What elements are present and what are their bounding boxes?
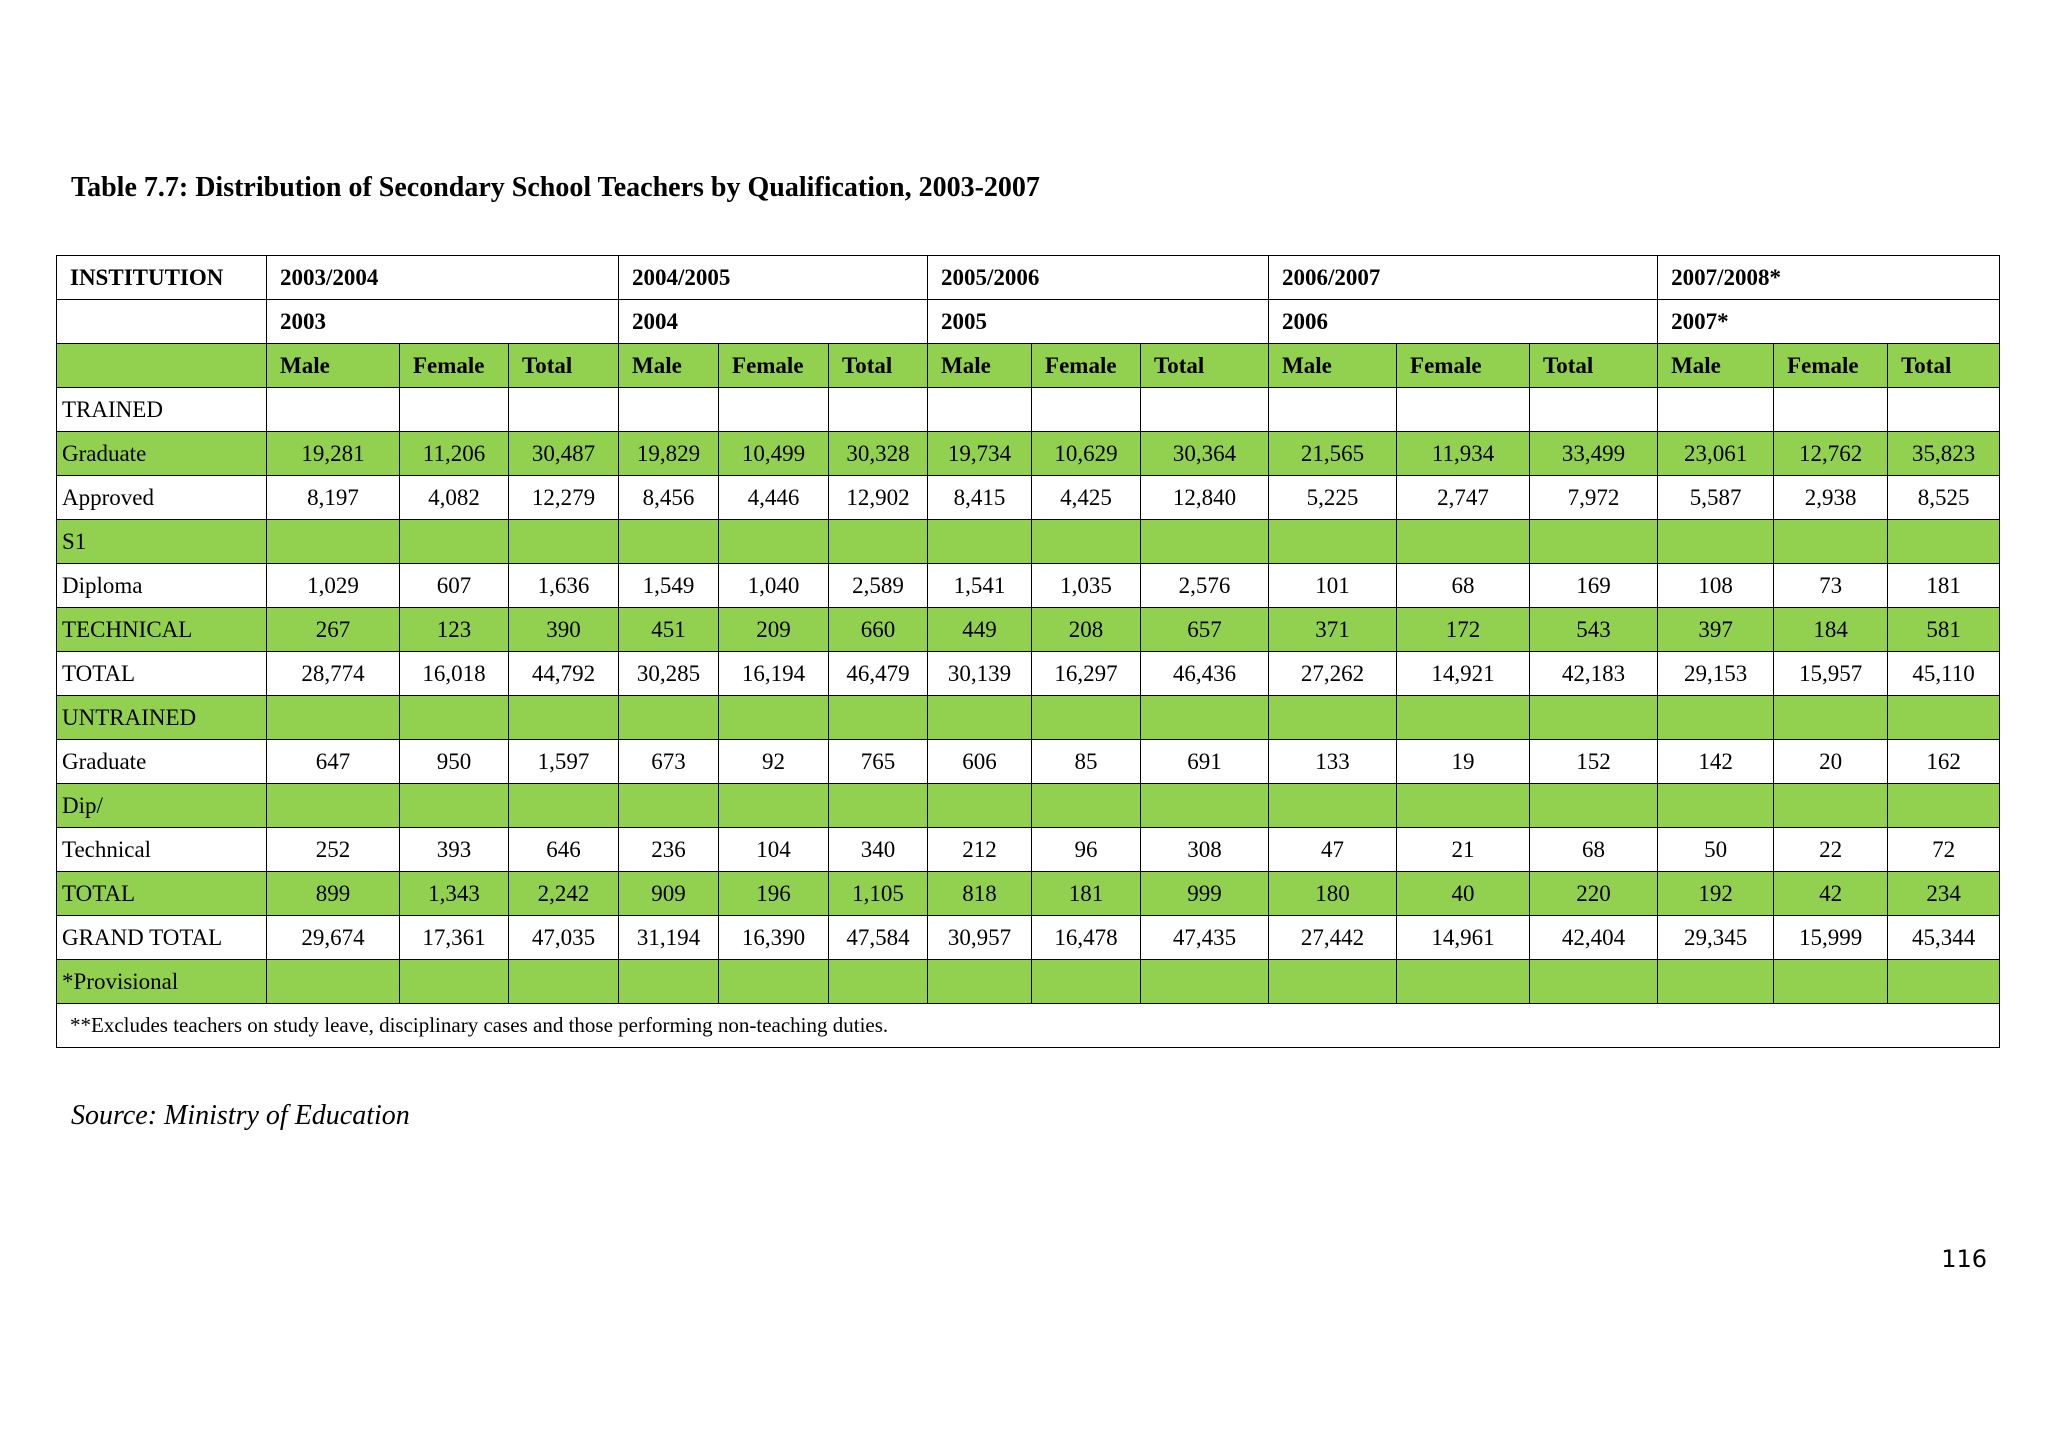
row-label: Technical [57, 828, 267, 872]
table-row [57, 960, 2000, 1004]
period-header: 2006/2007 [1269, 256, 1658, 300]
table-cell [1397, 784, 1530, 828]
row-label: Diploma [57, 564, 267, 608]
table-cell [1269, 960, 1397, 1004]
table-cell: 181 [1888, 564, 2000, 608]
row-label: TOTAL [57, 872, 267, 916]
table-cell: 30,328 [829, 432, 928, 476]
table-cell [829, 388, 928, 432]
row-label: S1 [57, 520, 267, 564]
table-cell [1774, 388, 1888, 432]
table-cell: 2,576 [1141, 564, 1269, 608]
table-cell: 11,934 [1397, 432, 1530, 476]
table-cell: 33,499 [1530, 432, 1658, 476]
table-cell [1888, 388, 2000, 432]
table-cell: 397 [1658, 608, 1774, 652]
table-cell: 220 [1530, 872, 1658, 916]
row-label: Graduate [57, 740, 267, 784]
male-header: Male [1269, 344, 1397, 388]
table-cell [1774, 960, 1888, 1004]
table-cell: 152 [1530, 740, 1658, 784]
table-cell [1888, 960, 2000, 1004]
total-header: Total [1888, 344, 2000, 388]
total-header: Total [1530, 344, 1658, 388]
header-row-years [57, 300, 2000, 344]
table-cell: 209 [719, 608, 829, 652]
table-cell [829, 784, 928, 828]
table-cell: 8,456 [619, 476, 719, 520]
total-header: Total [829, 344, 928, 388]
table-cell: 899 [267, 872, 400, 916]
table-cell: 2,747 [1397, 476, 1530, 520]
table-cell: 73 [1774, 564, 1888, 608]
table-cell [928, 696, 1032, 740]
period-header: 2003/2004 [267, 256, 619, 300]
table-cell: 691 [1141, 740, 1269, 784]
row-label: Dip/ [57, 784, 267, 828]
table-cell: 20 [1774, 740, 1888, 784]
table-cell: 29,674 [267, 916, 400, 960]
table-cell [928, 388, 1032, 432]
table-cell: 30,364 [1141, 432, 1269, 476]
table-cell [1774, 784, 1888, 828]
table-cell [1032, 696, 1141, 740]
table-row [57, 872, 2000, 916]
table-cell: 45,110 [1888, 652, 2000, 696]
table-cell: 10,629 [1032, 432, 1141, 476]
table-row [57, 608, 2000, 652]
table-cell [719, 388, 829, 432]
table-cell: 29,345 [1658, 916, 1774, 960]
table-cell [509, 520, 619, 564]
table-cell: 42,404 [1530, 916, 1658, 960]
table-cell: 96 [1032, 828, 1141, 872]
table-cell: 1,636 [509, 564, 619, 608]
table-cell: 4,425 [1032, 476, 1141, 520]
table-cell [619, 696, 719, 740]
table-cell [619, 784, 719, 828]
table-cell: 42,183 [1530, 652, 1658, 696]
table-cell [1397, 960, 1530, 1004]
table-cell: 16,194 [719, 652, 829, 696]
male-header: Male [1658, 344, 1774, 388]
table-cell: 30,139 [928, 652, 1032, 696]
table-cell [1141, 696, 1269, 740]
table-cell: 765 [829, 740, 928, 784]
table-cell: 390 [509, 608, 619, 652]
table-cell: 543 [1530, 608, 1658, 652]
table-cell [509, 696, 619, 740]
table-cell: 47,435 [1141, 916, 1269, 960]
table-cell: 7,972 [1530, 476, 1658, 520]
table-cell: 14,961 [1397, 916, 1530, 960]
source-note: Source: Ministry of Education [71, 1100, 410, 1131]
table-cell: 371 [1269, 608, 1397, 652]
table-cell: 42 [1774, 872, 1888, 916]
table-cell: 72 [1888, 828, 2000, 872]
table-cell: 2,242 [509, 872, 619, 916]
table-cell [1774, 696, 1888, 740]
female-header: Female [719, 344, 829, 388]
table-cell: 47,035 [509, 916, 619, 960]
table-row [57, 784, 2000, 828]
table-cell [1658, 784, 1774, 828]
table-cell [719, 696, 829, 740]
table-cell [1032, 520, 1141, 564]
year-header: 2003 [267, 300, 619, 344]
header-row-periods [57, 256, 2000, 300]
table-cell: 50 [1658, 828, 1774, 872]
table-cell: 181 [1032, 872, 1141, 916]
table-cell [719, 520, 829, 564]
footnote-row [57, 1004, 2000, 1048]
empty-header-cell [57, 300, 267, 344]
table-cell [1530, 784, 1658, 828]
table-cell: 818 [928, 872, 1032, 916]
table-cell: 142 [1658, 740, 1774, 784]
female-header: Female [1032, 344, 1141, 388]
table-cell [1397, 696, 1530, 740]
table-cell: 27,442 [1269, 916, 1397, 960]
table-cell: 607 [400, 564, 509, 608]
table-cell [1141, 784, 1269, 828]
table-cell [1032, 784, 1141, 828]
table-cell: 11,206 [400, 432, 509, 476]
table-cell: 14,921 [1397, 652, 1530, 696]
table-cell: 196 [719, 872, 829, 916]
table-cell [1397, 388, 1530, 432]
table-cell [1141, 960, 1269, 1004]
table-cell [400, 388, 509, 432]
table-row [57, 432, 2000, 476]
table-cell: 2,938 [1774, 476, 1888, 520]
table-cell [1397, 520, 1530, 564]
table-cell: 192 [1658, 872, 1774, 916]
table-cell [400, 520, 509, 564]
table-cell [1888, 784, 2000, 828]
table-cell: 999 [1141, 872, 1269, 916]
table-cell [619, 520, 719, 564]
table-cell [928, 520, 1032, 564]
empty-header-cell [57, 344, 267, 388]
table-cell: 184 [1774, 608, 1888, 652]
table-cell: 5,225 [1269, 476, 1397, 520]
table-cell: 10,499 [719, 432, 829, 476]
header-row-sex [57, 344, 2000, 388]
year-header: 2004 [619, 300, 928, 344]
table-cell: 1,343 [400, 872, 509, 916]
table-cell: 40 [1397, 872, 1530, 916]
table-cell: 45,344 [1888, 916, 2000, 960]
table-cell: 47,584 [829, 916, 928, 960]
row-label: Approved [57, 476, 267, 520]
row-label: TOTAL [57, 652, 267, 696]
table-cell: 172 [1397, 608, 1530, 652]
table-cell: 4,446 [719, 476, 829, 520]
table-cell: 30,285 [619, 652, 719, 696]
male-header: Male [619, 344, 719, 388]
female-header: Female [1774, 344, 1888, 388]
table-cell: 16,390 [719, 916, 829, 960]
table-cell [400, 960, 509, 1004]
table-cell [1888, 696, 2000, 740]
table-cell [509, 388, 619, 432]
table-row [57, 520, 2000, 564]
table-cell: 8,415 [928, 476, 1032, 520]
female-header: Female [1397, 344, 1530, 388]
period-header: 2005/2006 [928, 256, 1269, 300]
female-header: Female [400, 344, 509, 388]
table-cell: 47 [1269, 828, 1397, 872]
table-cell [1530, 960, 1658, 1004]
table-cell: 449 [928, 608, 1032, 652]
table-cell [928, 784, 1032, 828]
table-cell: 108 [1658, 564, 1774, 608]
table-cell [400, 784, 509, 828]
table-cell: 30,487 [509, 432, 619, 476]
table-cell [1658, 388, 1774, 432]
table-row [57, 828, 2000, 872]
row-label: Graduate [57, 432, 267, 476]
table-cell [1269, 388, 1397, 432]
table-cell: 1,549 [619, 564, 719, 608]
table-cell: 581 [1888, 608, 2000, 652]
period-header: 2004/2005 [619, 256, 928, 300]
table-cell [1269, 520, 1397, 564]
table-row [57, 652, 2000, 696]
table-cell: 16,297 [1032, 652, 1141, 696]
year-header: 2006 [1269, 300, 1658, 344]
table-cell: 660 [829, 608, 928, 652]
table-cell: 308 [1141, 828, 1269, 872]
table-cell: 16,478 [1032, 916, 1141, 960]
table-cell: 267 [267, 608, 400, 652]
table-row [57, 696, 2000, 740]
male-header: Male [267, 344, 400, 388]
table-cell: 12,762 [1774, 432, 1888, 476]
table-row [57, 476, 2000, 520]
table-cell: 21,565 [1269, 432, 1397, 476]
table-cell: 1,035 [1032, 564, 1141, 608]
table-cell [719, 784, 829, 828]
table-cell: 27,262 [1269, 652, 1397, 696]
table-cell: 236 [619, 828, 719, 872]
table-cell: 19,829 [619, 432, 719, 476]
table-cell: 451 [619, 608, 719, 652]
table-cell: 950 [400, 740, 509, 784]
period-header: 2007/2008* [1658, 256, 2000, 300]
table-cell [1530, 696, 1658, 740]
table-cell: 30,957 [928, 916, 1032, 960]
table-cell: 29,153 [1658, 652, 1774, 696]
table-cell [267, 960, 400, 1004]
table-cell [719, 960, 829, 1004]
table-cell: 647 [267, 740, 400, 784]
table-cell: 1,040 [719, 564, 829, 608]
table-cell [829, 520, 928, 564]
table-cell: 646 [509, 828, 619, 872]
table-cell: 673 [619, 740, 719, 784]
table-cell: 5,587 [1658, 476, 1774, 520]
teachers-qualification-table [56, 255, 2000, 1048]
table-cell [267, 784, 400, 828]
table-cell: 1,029 [267, 564, 400, 608]
table-cell [267, 696, 400, 740]
table-row [57, 388, 2000, 432]
row-label: TRAINED [57, 388, 267, 432]
table-cell: 212 [928, 828, 1032, 872]
table-cell: 35,823 [1888, 432, 2000, 476]
table-cell: 606 [928, 740, 1032, 784]
table-cell [1141, 520, 1269, 564]
table-cell [267, 388, 400, 432]
table-cell [1530, 388, 1658, 432]
table-cell [1658, 520, 1774, 564]
table-cell: 340 [829, 828, 928, 872]
table-cell: 234 [1888, 872, 2000, 916]
table-cell: 28,774 [267, 652, 400, 696]
row-label: TECHNICAL [57, 608, 267, 652]
table-cell: 92 [719, 740, 829, 784]
table-row [57, 916, 2000, 960]
table-cell: 85 [1032, 740, 1141, 784]
table-cell: 180 [1269, 872, 1397, 916]
table-cell [1032, 960, 1141, 1004]
year-header: 2005 [928, 300, 1269, 344]
page-number: 116 [1941, 1245, 1987, 1273]
table-cell: 162 [1888, 740, 2000, 784]
table-cell: 8,525 [1888, 476, 2000, 520]
table-cell [1888, 520, 2000, 564]
institution-header: INSTITUTION [57, 256, 267, 300]
table-cell [400, 696, 509, 740]
table-cell: 68 [1530, 828, 1658, 872]
table-cell: 16,018 [400, 652, 509, 696]
table-cell: 393 [400, 828, 509, 872]
table-cell [1269, 696, 1397, 740]
table-cell [1032, 388, 1141, 432]
table-cell [619, 960, 719, 1004]
table-cell: 22 [1774, 828, 1888, 872]
table-cell: 169 [1530, 564, 1658, 608]
table-cell: 208 [1032, 608, 1141, 652]
table-cell [1141, 388, 1269, 432]
table-cell: 31,194 [619, 916, 719, 960]
table-cell: 133 [1269, 740, 1397, 784]
table-cell: 657 [1141, 608, 1269, 652]
table-cell: 46,479 [829, 652, 928, 696]
table-cell [1774, 520, 1888, 564]
table-cell [928, 960, 1032, 1004]
total-header: Total [509, 344, 619, 388]
table-cell [267, 520, 400, 564]
table-cell: 21 [1397, 828, 1530, 872]
table-title: Table 7.7: Distribution of Secondary School Teachers by Qualification, 2003-2007 [71, 172, 1040, 203]
table-cell [1530, 520, 1658, 564]
table-cell: 12,840 [1141, 476, 1269, 520]
row-label: UNTRAINED [57, 696, 267, 740]
table-cell: 2,589 [829, 564, 928, 608]
table-cell: 12,279 [509, 476, 619, 520]
table-cell: 1,597 [509, 740, 619, 784]
table-cell [1269, 784, 1397, 828]
table-cell: 1,541 [928, 564, 1032, 608]
table-cell [619, 388, 719, 432]
table-cell: 8,197 [267, 476, 400, 520]
table-cell: 252 [267, 828, 400, 872]
table-row [57, 564, 2000, 608]
table-cell: 19,734 [928, 432, 1032, 476]
row-label: GRAND TOTAL [57, 916, 267, 960]
male-header: Male [928, 344, 1032, 388]
table-cell: 19,281 [267, 432, 400, 476]
table-cell: 44,792 [509, 652, 619, 696]
table-cell: 68 [1397, 564, 1530, 608]
table-cell: 1,105 [829, 872, 928, 916]
total-header: Total [1141, 344, 1269, 388]
table-cell: 909 [619, 872, 719, 916]
table-cell: 4,082 [400, 476, 509, 520]
year-header: 2007* [1658, 300, 2000, 344]
table-cell [509, 960, 619, 1004]
table-cell: 104 [719, 828, 829, 872]
table-cell: 12,902 [829, 476, 928, 520]
table-cell: 15,957 [1774, 652, 1888, 696]
table-cell [829, 960, 928, 1004]
table-cell: 17,361 [400, 916, 509, 960]
footnote: **Excludes teachers on study leave, disciplinary cases and those performing non-teaching duties. [57, 1004, 2000, 1048]
table-cell: 101 [1269, 564, 1397, 608]
table-cell: 15,999 [1774, 916, 1888, 960]
table-row [57, 740, 2000, 784]
table-cell [1658, 960, 1774, 1004]
table-cell: 23,061 [1658, 432, 1774, 476]
table-cell [829, 696, 928, 740]
table-cell [509, 784, 619, 828]
table-cell [1658, 696, 1774, 740]
table-cell: 19 [1397, 740, 1530, 784]
row-label: *Provisional [57, 960, 267, 1004]
table-cell: 46,436 [1141, 652, 1269, 696]
table-cell: 123 [400, 608, 509, 652]
